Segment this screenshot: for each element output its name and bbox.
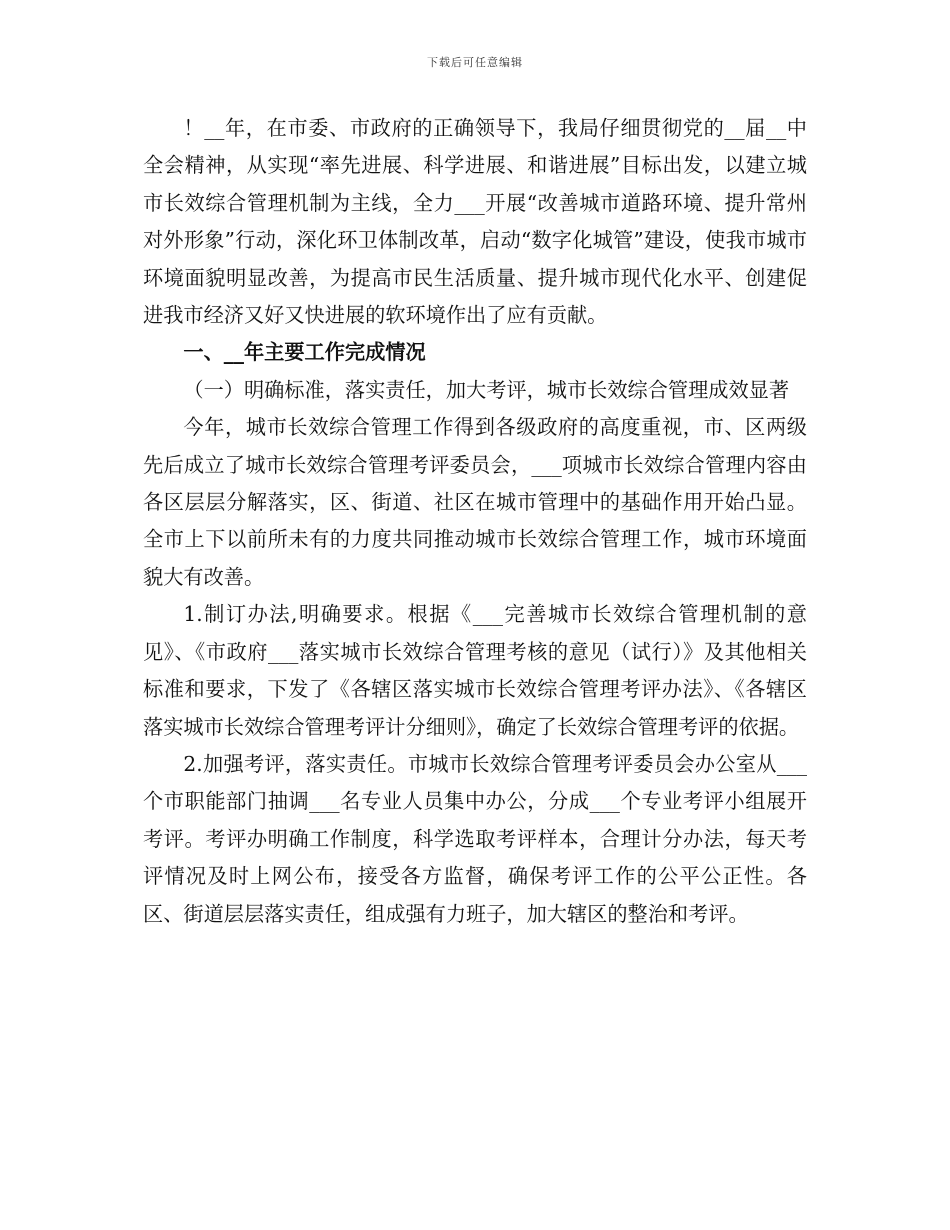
intro-paragraph: ！__年，在市委、市政府的正确领导下，我局仔细贯彻党的__届__中全会精神，从实现“率先进展、科学进展、和谐进展”目标出发，以建立城市长效综合管理机制为主线，全力___开展“改善城市道路环境、提升常州对外形象”行动，深化环卫体制改革，启动“数字化城管”建设，使我市城市环境面貌明显改善，为提高市民生活质量、提升城市现代化水平、创建促进我市经济又好又快进展的软环境作出了应有贡献。	[143, 116, 807, 328]
subsection-heading: （一）明确标准，落实责任，加大考评，城市长效综合管理成效显著	[183, 377, 790, 402]
page-header-note: 下载后可任意编辑	[427, 56, 523, 69]
document-body	[143, 110, 807, 933]
section-heading: 一、__年主要工作完成情况	[183, 340, 426, 365]
list-item-2: 2.加强考评，落实责任。市城市长效综合管理考评委员会办公室从___个市职能部门抽调___名专业人员集中办公，分成___个专业考评小组展开考评。考评办明确工作制度，科学选取考评样本，合理计分办法，每天考评情况及时上网公布，接受各方监督，确保考评工作的公平公正性。各区、街道层层落实责任，组成强有力班子，加大辖区的整治和考评。	[143, 751, 807, 926]
list-item-1: 1.制订办法,明确要求。根据《___完善城市长效综合管理机制的意见》、《市政府___落实城市长效综合管理考核的意见（试行）》及其他相关标准和要求，下发了《各辖区落实城市长效综合管理考评办法》、《各辖区落实城市长效综合管理考评计分细则》，确定了长效综合管理考评的依据。	[143, 602, 807, 739]
body-paragraph: 今年，城市长效综合管理工作得到各级政府的高度重视，市、区两级先后成立了城市长效综合管理考评委员会，___项城市长效综合管理内容由各区层层分解落实，区、街道、社区在城市管理中的基础作用开始凸显。全市上下以前所未有的力度共同推动城市长效综合管理工作，城市环境面貌大有改善。	[143, 415, 807, 589]
